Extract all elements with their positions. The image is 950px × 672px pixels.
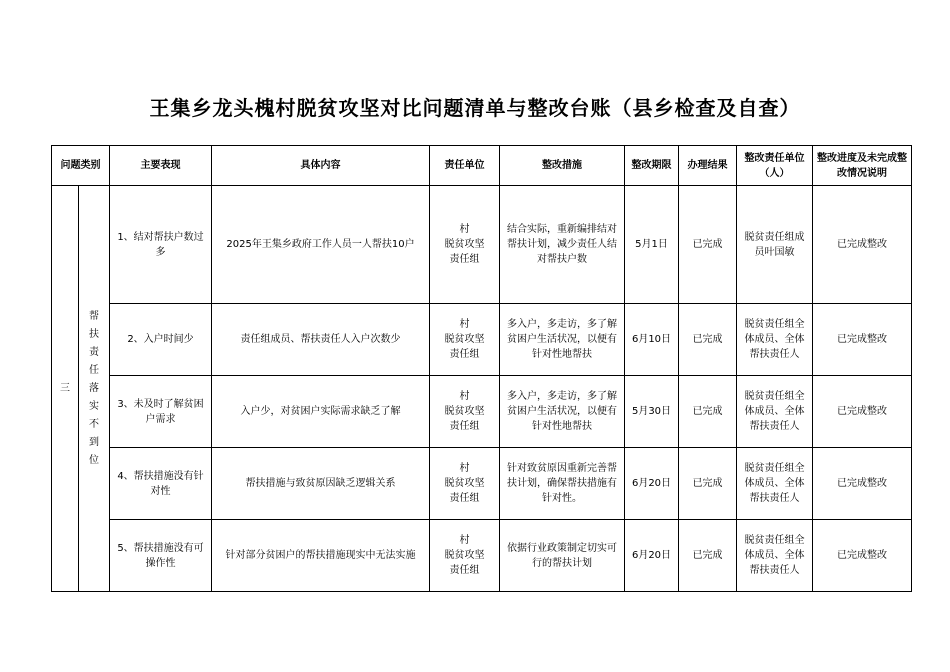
category-char: 扶: [89, 328, 99, 340]
row-content: 责任组成员、帮扶责任人入户次数少: [212, 304, 430, 376]
table-row: [52, 520, 912, 592]
row-progress: 已完成整改: [813, 448, 912, 520]
rectification-ledger-table: [51, 145, 912, 592]
row-content: 针对部分贫困户的帮扶措施现实中无法实施: [212, 520, 430, 592]
row-deadline: 6月20日: [625, 520, 679, 592]
row-result: 已完成: [679, 186, 737, 304]
row-responsible-unit: 村 脱贫攻坚 责任组: [430, 304, 500, 376]
row-result: 已完成: [679, 448, 737, 520]
category-char: 不: [89, 418, 99, 430]
group-number: 三: [52, 186, 79, 592]
row-measures: 多入户，多走访，多了解贫困户生活状况，以便有针对性地帮扶: [500, 376, 625, 448]
row-rectification-unit: 脱贫责任组全体成员、全体帮扶责任人: [737, 304, 813, 376]
row-deadline: 5月1日: [625, 186, 679, 304]
row-content: 帮扶措施与致贫原因缺乏逻辑关系: [212, 448, 430, 520]
header-symptom: 主要表现: [110, 146, 212, 186]
row-progress: 已完成整改: [813, 520, 912, 592]
category-char: 任: [89, 364, 99, 376]
row-result: 已完成: [679, 520, 737, 592]
row-symptom: 4、帮扶措施没有针对性: [110, 448, 212, 520]
row-rectification-unit: 脱贫责任组全体成员、全体帮扶责任人: [737, 520, 813, 592]
row-symptom: 1、结对帮扶户数过多: [110, 186, 212, 304]
row-responsible-unit: 村 脱贫攻坚 责任组: [430, 186, 500, 304]
table-row: [52, 186, 912, 304]
row-responsible-unit: 村 脱贫攻坚 责任组: [430, 520, 500, 592]
document-title: 王集乡龙头槐村脱贫攻坚对比问题清单与整改台账（县乡检查及自查）: [149, 96, 801, 120]
category-char: 到: [89, 436, 99, 448]
row-content: 2025年王集乡政府工作人员一人帮扶10户: [212, 186, 430, 304]
row-deadline: 5月30日: [625, 376, 679, 448]
header-progress: 整改进度及未完成整改情况说明: [813, 146, 912, 186]
row-deadline: 6月10日: [625, 304, 679, 376]
row-progress: 已完成整改: [813, 186, 912, 304]
row-symptom: 5、帮扶措施没有可操作性: [110, 520, 212, 592]
table-row: [52, 448, 912, 520]
row-responsible-unit: 村 脱贫攻坚 责任组: [430, 376, 500, 448]
header-result: 办理结果: [679, 146, 737, 186]
table-row: [52, 304, 912, 376]
category-char: 实: [89, 400, 99, 412]
row-rectification-unit: 脱贫责任组成员叶国敏: [737, 186, 813, 304]
category-char: 帮: [89, 310, 99, 322]
header-row: [52, 146, 912, 186]
row-measures: 结合实际，重新编排结对帮扶计划，减少责任人结对帮扶户数: [500, 186, 625, 304]
row-deadline: 6月20日: [625, 448, 679, 520]
row-progress: 已完成整改: [813, 376, 912, 448]
header-category: 问题类别: [52, 146, 110, 186]
row-symptom: 3、未及时了解贫困户需求: [110, 376, 212, 448]
row-measures: 针对致贫原因重新完善帮扶计划，确保帮扶措施有针对性。: [500, 448, 625, 520]
row-measures: 多入户，多走访，多了解贫困户生活状况，以便有针对性地帮扶: [500, 304, 625, 376]
row-measures: 依据行业政策制定切实可行的帮扶计划: [500, 520, 625, 592]
header-measures: 整改措施: [500, 146, 625, 186]
header-responsible-unit: 责任单位: [430, 146, 500, 186]
table-row: [52, 376, 912, 448]
category-char: 责: [89, 346, 99, 358]
category-char: 位: [89, 454, 99, 466]
row-symptom: 2、入户时间少: [110, 304, 212, 376]
row-responsible-unit: 村 脱贫攻坚 责任组: [430, 448, 500, 520]
row-rectification-unit: 脱贫责任组全体成员、全体帮扶责任人: [737, 448, 813, 520]
header-rectification-unit: 整改责任单位（人）: [737, 146, 813, 186]
row-progress: 已完成整改: [813, 304, 912, 376]
header-deadline: 整改期限: [625, 146, 679, 186]
row-content: 入户少，对贫困户实际需求缺乏了解: [212, 376, 430, 448]
header-content: 具体内容: [212, 146, 430, 186]
group-category: [79, 186, 110, 592]
row-result: 已完成: [679, 376, 737, 448]
row-rectification-unit: 脱贫责任组全体成员、全体帮扶责任人: [737, 376, 813, 448]
row-result: 已完成: [679, 304, 737, 376]
category-char: 落: [89, 382, 99, 394]
